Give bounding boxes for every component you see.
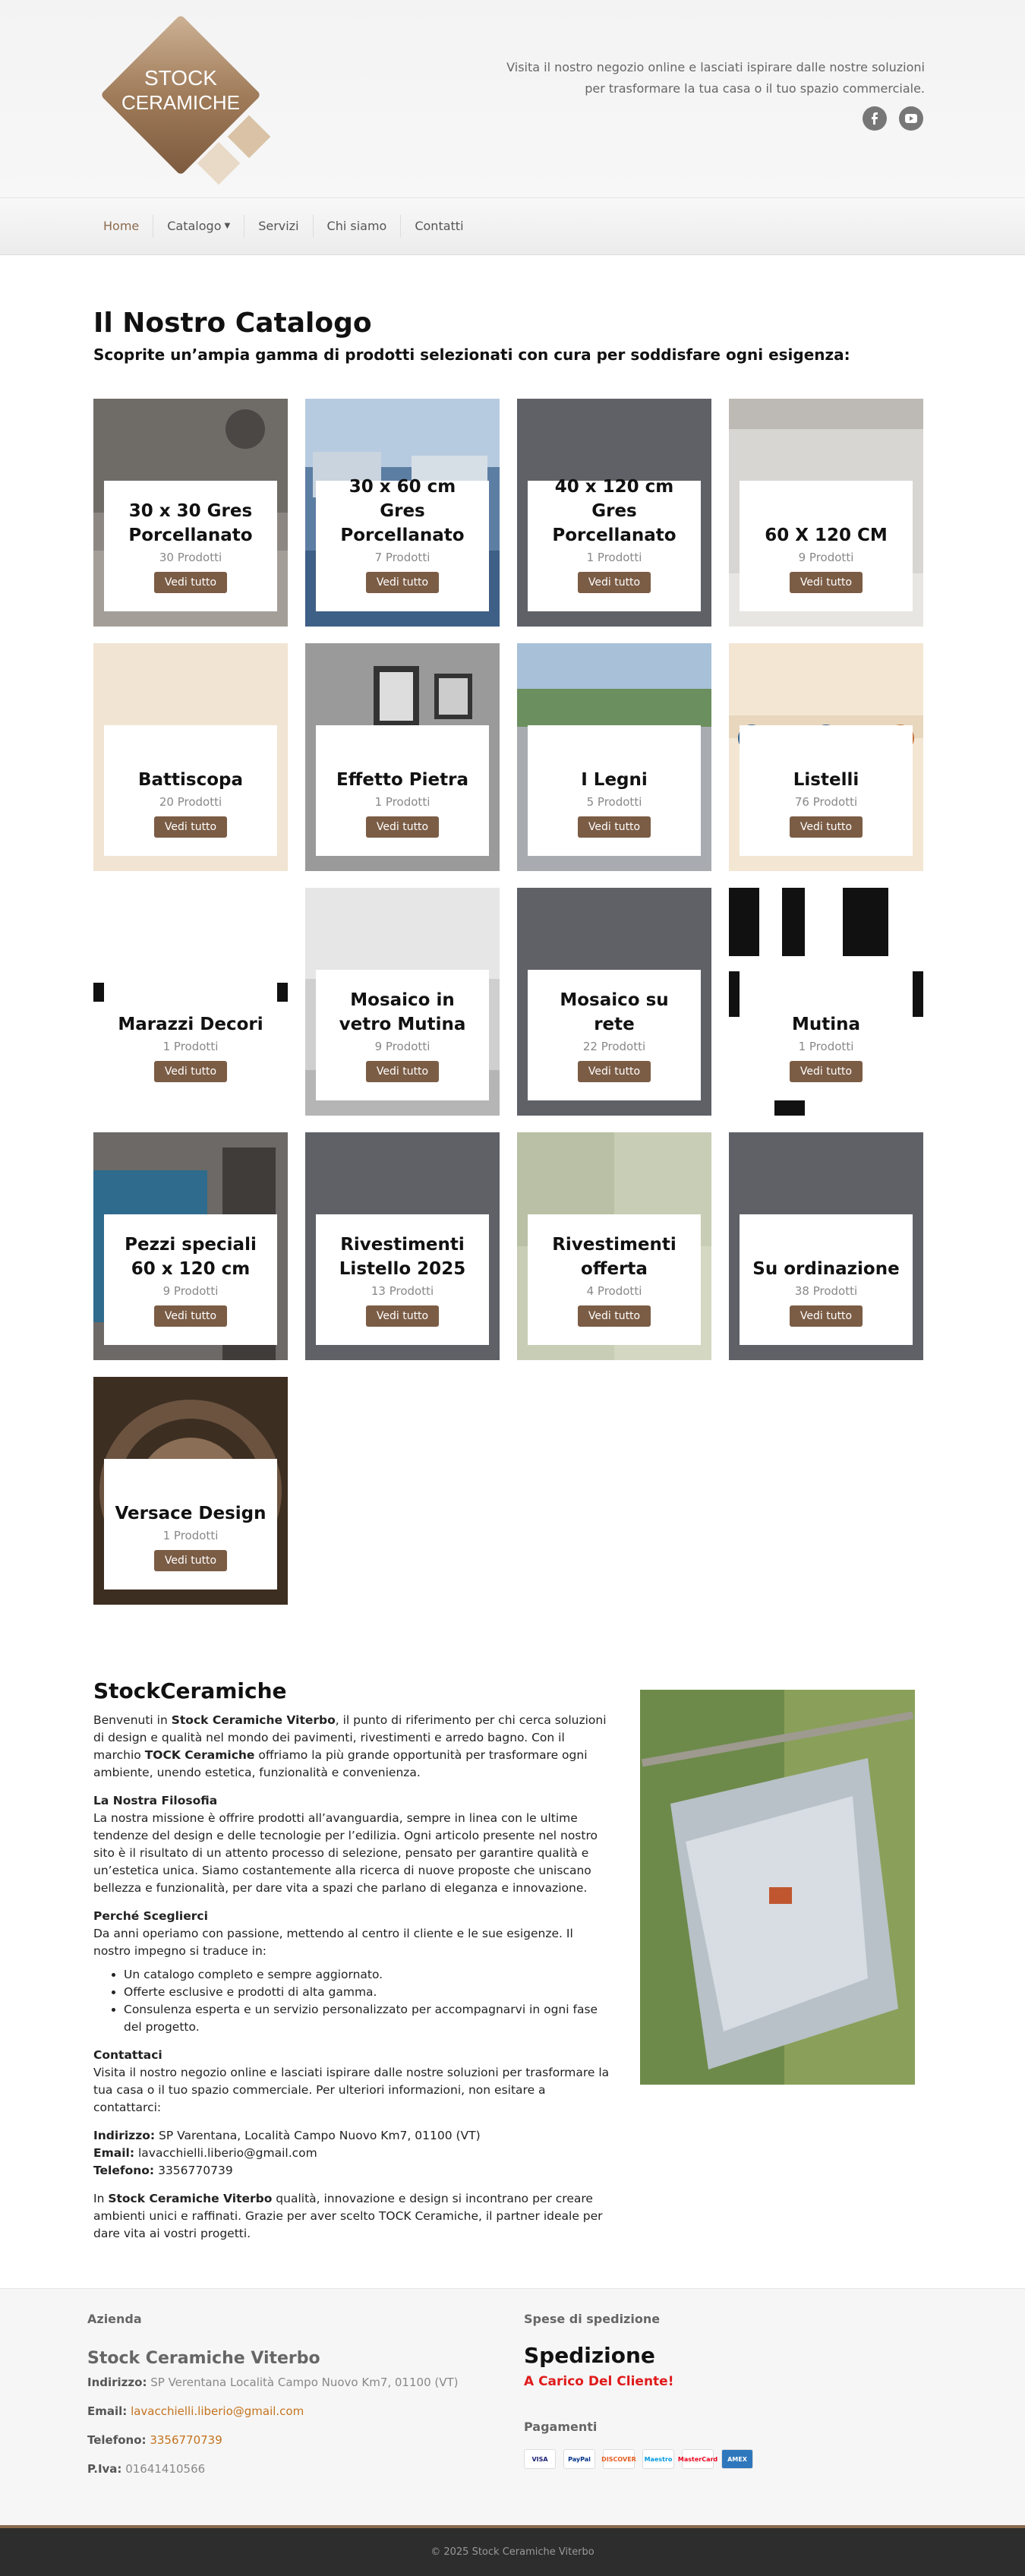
- why-title: Perché Sceglierci: [93, 1909, 208, 1923]
- category-info: [104, 1459, 277, 1589]
- catalog-card[interactable]: [305, 643, 500, 871]
- catalog-card[interactable]: [93, 643, 288, 871]
- view-all-button[interactable]: Vedi tutto: [154, 816, 227, 838]
- view-all-button[interactable]: Vedi tutto: [790, 572, 863, 593]
- category-name: Effetto Pietra: [336, 770, 468, 790]
- view-all-button[interactable]: Vedi tutto: [366, 816, 439, 838]
- category-count: 13 Prodotti: [371, 1284, 434, 1298]
- visa-icon: VISA: [524, 2449, 556, 2469]
- intro-text-1: Benvenuti in: [93, 1713, 172, 1727]
- chevron-down-icon: ▼: [224, 222, 231, 230]
- catalog-card[interactable]: [517, 888, 711, 1116]
- category-name: 60 X 120 CM: [765, 526, 888, 545]
- email-label: Email:: [93, 2146, 135, 2160]
- footer-shipping-heading: Spese di spedizione: [524, 2312, 661, 2326]
- catalog-card[interactable]: [729, 399, 923, 627]
- view-all-button[interactable]: Vedi tutto: [366, 1305, 439, 1327]
- site-footer: [0, 2288, 1025, 2525]
- category-name: Rivestimenti offerta: [552, 1235, 676, 1279]
- nav-contatti[interactable]: Contatti: [415, 219, 464, 233]
- main-nav: [0, 197, 1025, 255]
- view-all-button[interactable]: Vedi tutto: [154, 1305, 227, 1327]
- category-count: 1 Prodotti: [162, 1529, 219, 1542]
- footer-email-link[interactable]: lavacchielli.liberio@gmail.com: [131, 2404, 304, 2418]
- category-info: [316, 1214, 489, 1345]
- contact-title: Contattaci: [93, 2048, 162, 2062]
- category-name: 30 x 60 cm Gres Porcellanato: [340, 477, 465, 545]
- category-count: 30 Prodotti: [159, 551, 222, 564]
- nav-chi-siamo[interactable]: Chi siamo: [314, 215, 402, 238]
- view-all-button[interactable]: Vedi tutto: [790, 1061, 863, 1082]
- payment-methods: [524, 2449, 753, 2469]
- address-label: Indirizzo:: [93, 2129, 156, 2142]
- category-count: 5 Prodotti: [586, 795, 642, 809]
- about-closing: [93, 2190, 610, 2243]
- category-name: Rivestimenti Listello 2025: [339, 1235, 466, 1279]
- nav-catalogo[interactable]: [153, 215, 244, 238]
- category-name: 30 x 30 Gres Porcellanato: [128, 501, 253, 545]
- footer-piva-value: 01641410566: [125, 2462, 206, 2476]
- footer-shipping-note: A Carico Del Cliente!: [524, 2374, 674, 2389]
- footer-address-label: Indirizzo:: [87, 2376, 147, 2389]
- phone-label: Telefono:: [93, 2164, 155, 2177]
- list-item: • Consulenza esperta e un servizio personalizzato per accompagnarvi in ogni fase del progetto.: [124, 2001, 610, 2036]
- category-info: [104, 725, 277, 856]
- discover-icon: DISCOVER: [603, 2449, 635, 2469]
- footer-payments-heading: Pagamenti: [524, 2420, 598, 2434]
- footer-address-value: SP Verentana Località Campo Nuovo Km7, 01100 (VT): [150, 2376, 459, 2389]
- social-links: [863, 106, 923, 131]
- footer-phone: [87, 2433, 459, 2447]
- category-name: Mosaico su rete: [560, 990, 669, 1034]
- view-all-button[interactable]: Vedi tutto: [790, 1305, 863, 1327]
- view-all-button[interactable]: Vedi tutto: [366, 572, 439, 593]
- catalog-card[interactable]: [517, 643, 711, 871]
- category-name: Battiscopa: [137, 770, 244, 790]
- address-value: SP Varentana, Località Campo Nuovo Km7, 01100 (VT): [159, 2129, 481, 2142]
- category-info: [740, 970, 913, 1100]
- catalog-grid: [93, 399, 924, 1605]
- nav-servizi[interactable]: Servizi: [244, 215, 313, 238]
- catalog-card[interactable]: [517, 1132, 711, 1360]
- amex-icon: AMEX: [721, 2449, 753, 2469]
- site-logo[interactable]: [90, 15, 287, 190]
- catalog-card[interactable]: [93, 1377, 288, 1605]
- category-name: Listelli: [793, 770, 859, 790]
- footer-email-label: Email:: [87, 2404, 128, 2418]
- category-info: [316, 477, 489, 611]
- category-name: Su ordinazione: [752, 1259, 900, 1279]
- view-all-button[interactable]: Vedi tutto: [578, 1305, 651, 1327]
- view-all-button[interactable]: Vedi tutto: [154, 572, 227, 593]
- intro-bold-1: Stock Ceramiche Viterbo: [171, 1713, 336, 1727]
- category-count: 1 Prodotti: [586, 551, 642, 564]
- category-count: 9 Prodotti: [374, 1040, 430, 1053]
- closing-bold: Stock Ceramiche Viterbo: [108, 2192, 273, 2205]
- category-count: 7 Prodotti: [374, 551, 430, 564]
- footer-shipping: [524, 2312, 753, 2469]
- catalog-card[interactable]: [305, 1132, 500, 1360]
- view-all-button[interactable]: Vedi tutto: [578, 572, 651, 593]
- email-value: lavacchielli.liberio@gmail.com: [137, 2146, 317, 2160]
- category-info: [104, 481, 277, 611]
- category-count: 1 Prodotti: [798, 1040, 854, 1053]
- category-name: 40 x 120 cm Gres Porcellanato: [552, 477, 676, 545]
- view-all-button[interactable]: Vedi tutto: [578, 1061, 651, 1082]
- footer-email: [87, 2404, 459, 2418]
- about-intro: [93, 1712, 610, 1782]
- category-name: Marazzi Decori: [118, 1015, 263, 1034]
- category-count: 9 Prodotti: [162, 1284, 219, 1298]
- category-count: 1 Prodotti: [374, 795, 430, 809]
- category-info: [740, 481, 913, 611]
- catalog-title: Il Nostro Catalogo: [93, 308, 372, 339]
- copyright-bar: [0, 2525, 1025, 2576]
- category-info: [528, 970, 701, 1100]
- footer-phone-link[interactable]: 3356770739: [150, 2433, 222, 2447]
- category-info: [104, 1214, 277, 1345]
- footer-phone-label: Telefono:: [87, 2433, 147, 2447]
- category-count: 1 Prodotti: [162, 1040, 219, 1053]
- list-item: • Offerte esclusive e prodotti di alta gamma.: [124, 1984, 610, 2001]
- category-info: [740, 725, 913, 856]
- category-info: [528, 725, 701, 856]
- view-all-button[interactable]: Vedi tutto: [154, 1061, 227, 1082]
- closing-text-1: In: [93, 2192, 109, 2205]
- catalog-card[interactable]: [93, 1132, 288, 1360]
- footer-shipping-title: Spedizione: [524, 2343, 655, 2368]
- catalog-card[interactable]: [729, 888, 923, 1116]
- youtube-icon[interactable]: [899, 106, 923, 131]
- intro-bold-2: TOCK Ceramiche: [144, 1748, 255, 1762]
- copyright-text: © 2025 Stock Ceramiche Viterbo: [430, 2546, 594, 2558]
- contact-details: [93, 2127, 610, 2180]
- view-all-button[interactable]: Vedi tutto: [790, 816, 863, 838]
- catalog-card[interactable]: [93, 399, 288, 627]
- intro-text-3: offriamo la più grande opportunità per trasformare ogni ambiente, unendo estetica, funzionalità e convenienza.: [93, 1748, 588, 1779]
- category-count: 76 Prodotti: [794, 795, 858, 809]
- category-info: [316, 725, 489, 856]
- maestro-icon: Maestro: [642, 2449, 674, 2469]
- category-name: Pezzi speciali 60 x 120 cm: [125, 1235, 257, 1279]
- closing-text-2: qualità, innovazione e design si incontrano per creare ambienti unici e raffinati. Grazie per aver scelto TOCK Ceramiche, il partner ideale per dare vita ai vostri progetti.: [93, 2192, 603, 2240]
- why-text: Da anni operiamo con passione, mettendo al centro il cliente e le sue esigenze. Il nostro impegno si traduce in:: [93, 1927, 573, 1958]
- footer-address: [87, 2376, 459, 2389]
- phone-value: 3356770739: [158, 2164, 233, 2177]
- category-name: Mosaico in vetro Mutina: [339, 990, 466, 1034]
- nav-catalogo-label: Catalogo: [167, 219, 222, 233]
- view-all-button[interactable]: Vedi tutto: [578, 816, 651, 838]
- footer-piva: [87, 2462, 459, 2476]
- philosophy-title: La Nostra Filosofia: [93, 1794, 218, 1807]
- category-count: 20 Prodotti: [159, 795, 222, 809]
- category-name: Mutina: [791, 1015, 861, 1034]
- aerial-photo: [640, 1690, 915, 2085]
- logo-text-ceramiche: CERAMICHE: [121, 91, 241, 114]
- catalog-card[interactable]: [517, 399, 711, 627]
- category-info: [316, 970, 489, 1100]
- category-name: Versace Design: [115, 1504, 266, 1523]
- about-section: [93, 1678, 610, 2253]
- footer-company: [87, 2312, 459, 2491]
- mastercard-icon: MasterCard: [682, 2449, 714, 2469]
- about-title: StockCeramiche: [93, 1678, 287, 1703]
- facebook-icon[interactable]: [863, 106, 887, 131]
- category-name: I Legni: [581, 770, 648, 790]
- why-list: [93, 1966, 610, 2036]
- category-info: [528, 477, 701, 611]
- catalog-card[interactable]: [729, 643, 923, 871]
- intro-text-2: , il punto di riferimento per chi cerca soluzioni di design e qualità nel mondo dei pavimenti, rivestimenti e arredo bagno. Con il marchio: [93, 1713, 607, 1762]
- category-count: 4 Prodotti: [586, 1284, 642, 1298]
- nav-home[interactable]: Home: [90, 215, 153, 238]
- site-header: [0, 0, 1025, 197]
- category-count: 22 Prodotti: [582, 1040, 646, 1053]
- view-all-button[interactable]: Vedi tutto: [366, 1061, 439, 1082]
- footer-company-name: Stock Ceramiche Viterbo: [87, 2349, 320, 2368]
- contact-text: Visita il nostro negozio online e lasciati ispirare dalle nostre soluzioni per trasformare la tua casa o il tuo spazio commerciale. Per ulteriori informazioni, non esitare a contattarci:: [93, 2066, 610, 2114]
- philosophy-text: La nostra missione è offrire prodotti all’avanguardia, sempre in linea con le ultime tendenze del design e delle tecnologie per l’edilizia. Ogni articolo presente nel nostro sito è il risultato di un attento processo di selezione, pensato per garantire qualità e un’estetica unica. Siamo costantemente alla ricerca di nuove proposte che uniscano bellezza e funzionalità, per dare vita a spazi che parlano di eleganza e innovazione.: [93, 1811, 598, 1895]
- logo-text-stock: STOCK: [144, 66, 217, 90]
- category-info: [740, 1214, 913, 1345]
- list-item: • Un catalogo completo e sempre aggiornato.: [124, 1966, 610, 1984]
- catalog-card[interactable]: [729, 1132, 923, 1360]
- category-count: 9 Prodotti: [798, 551, 854, 564]
- catalog-card[interactable]: [305, 399, 500, 627]
- catalog-card[interactable]: [305, 888, 500, 1116]
- paypal-icon: PayPal: [563, 2449, 595, 2469]
- footer-azienda-heading: Azienda: [87, 2312, 142, 2326]
- category-info: [104, 970, 277, 1100]
- view-all-button[interactable]: Vedi tutto: [154, 1550, 227, 1571]
- category-info: [528, 1214, 701, 1345]
- header-tagline: Visita il nostro negozio online e lasciati ispirare dalle nostre soluzioni per trasformare la tua casa o il tuo spazio commerciale.: [506, 60, 925, 96]
- catalog-card[interactable]: [93, 888, 288, 1116]
- catalog-subtitle: Scoprite un’ampia gamma di prodotti selezionati con cura per soddisfare ogni esigenza:: [93, 346, 850, 364]
- category-count: 38 Prodotti: [794, 1284, 858, 1298]
- footer-piva-label: P.Iva:: [87, 2462, 122, 2476]
